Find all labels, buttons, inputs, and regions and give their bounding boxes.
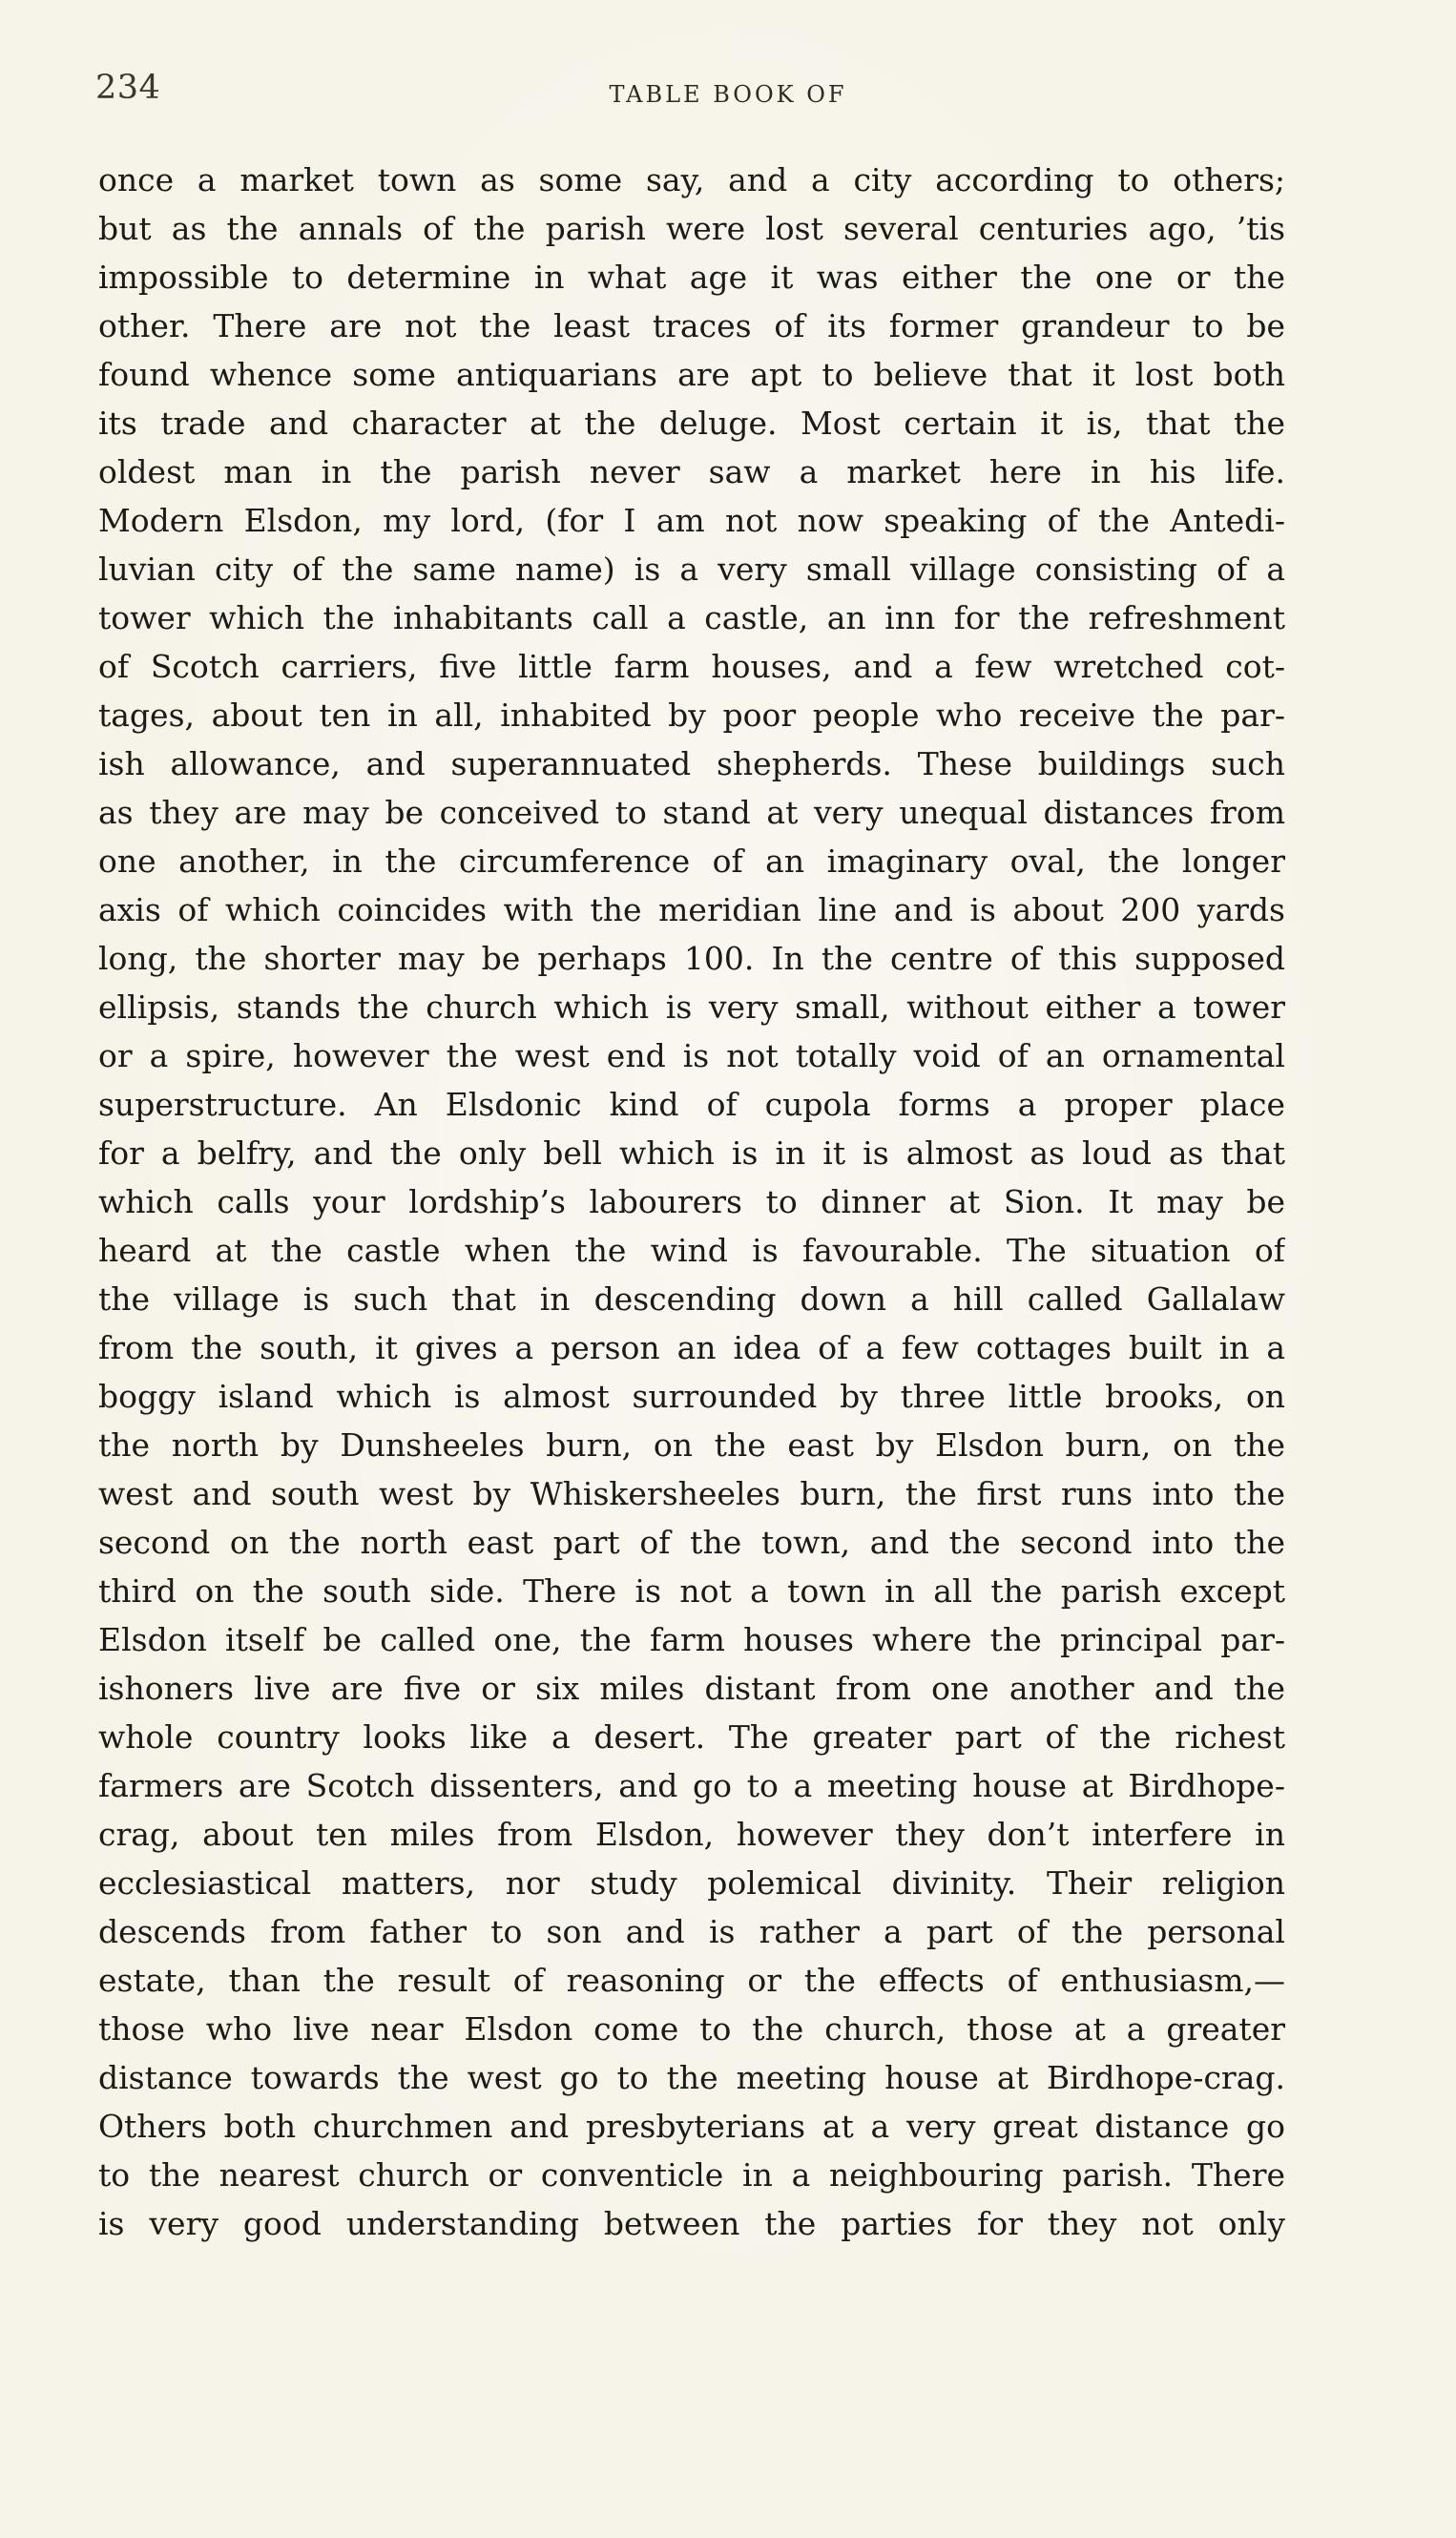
text-line: ellipsis, stands the church which is very small, without either a tower [98,988,1285,1026]
text-line: the village is such that in descending down a hill called Gallalaw [98,1280,1285,1318]
text-line: ish allowance, and superannuated shepherds. These buildings such [98,745,1285,782]
text-line: found whence some antiquarians are apt to believe that it lost both [98,356,1285,393]
text-line: tower which the inhabitants call a castle, an inn for the refreshment [98,599,1285,636]
text-line: or a spire, however the west end is not totally void of an ornamental [98,1037,1285,1074]
text-line: distance towards the west go to the meeting house at Birdhope-crag. [98,2059,1285,2096]
text-line: whole country looks like a desert. The greater part of the richest [98,1718,1285,1756]
text-line: ishoners live are five or six miles distant from one another and the [98,1670,1285,1707]
text-line: impossible to determine in what age it was either the one or the [98,259,1285,296]
text-line: the north by Dunsheeles burn, on the east by Elsdon burn, on the [98,1426,1285,1464]
text-line: other. There are not the least traces of its former grandeur to be [98,307,1285,344]
text-line: one another, in the circumference of an imaginary oval, the longer [98,843,1285,880]
text-line: its trade and character at the deluge. Most certain it is, that the [98,405,1285,442]
text-line: which calls your lordship’s labourers to dinner at Sion. It may be [98,1183,1285,1220]
text-line: from the south, it gives a person an idea of a few cottages built in a [98,1329,1285,1366]
text-line: estate, than the result of reasoning or the effects of enthusiasm,— [98,1962,1285,1999]
text-line: axis of which coincides with the meridian line and is about 200 yards [98,891,1285,928]
page-number: 234 [95,69,161,107]
text-line: heard at the castle when the wind is favourable. The situation of [98,1232,1285,1269]
text-line: descends from father to son and is rather a part of the personal [98,1913,1285,1950]
text-line: those who live near Elsdon come to the church, those at a greater [98,2010,1285,2048]
text-line: of Scotch carriers, five little farm houses, and a few wretched cot- [98,648,1285,685]
text-line: is very good understanding between the parties for they not only [98,2205,1285,2242]
text-line: tages, about ten in all, inhabited by poor people who receive the par- [98,697,1285,734]
text-line: Elsdon itself be called one, the farm houses where the principal par- [98,1621,1285,1658]
text-line: oldest man in the parish never saw a market here in his life. [98,453,1285,490]
body-text [98,156,1285,2248]
text-line: once a market town as some say, and a city according to others; [98,161,1285,198]
text-line: for a belfry, and the only bell which is in it is almost as loud as that [98,1134,1285,1172]
text-line: superstructure. An Elsdonic kind of cupola forms a proper place [98,1086,1285,1123]
text-line: third on the south side. There is not a town in all the parish except [98,1572,1285,1610]
text-line: crag, about ten miles from Elsdon, however they don’t interfere in [98,1816,1285,1853]
text-line: ecclesiastical matters, nor study polemical divinity. Their religion [98,1864,1285,1902]
text-line: farmers are Scotch dissenters, and go to a meeting house at Birdhope- [98,1767,1285,1804]
text-line: boggy island which is almost surrounded by three little brooks, on [98,1378,1285,1415]
text-line: as they are may be conceived to stand at very unequal distances from [98,794,1285,831]
text-line: Others both churchmen and presbyterians at a very great distance go [98,2108,1285,2145]
text-line: second on the north east part of the town, and the second into the [98,1524,1285,1561]
text-line: luvian city of the same name) is a very small village consisting of a [98,551,1285,588]
running-head: TABLE BOOK OF [609,81,847,108]
text-line: long, the shorter may be perhaps 100. In the centre of this supposed [98,940,1285,977]
text-line: but as the annals of the parish were lost several centuries ago, ’tis [98,210,1285,247]
text-line: Modern Elsdon, my lord, (for I am not now speaking of the Antedi- [98,502,1285,539]
text-line: to the nearest church or conventicle in a neighbouring parish. There [98,2156,1285,2194]
text-line: west and south west by Whiskersheeles burn, the first runs into the [98,1475,1285,1512]
